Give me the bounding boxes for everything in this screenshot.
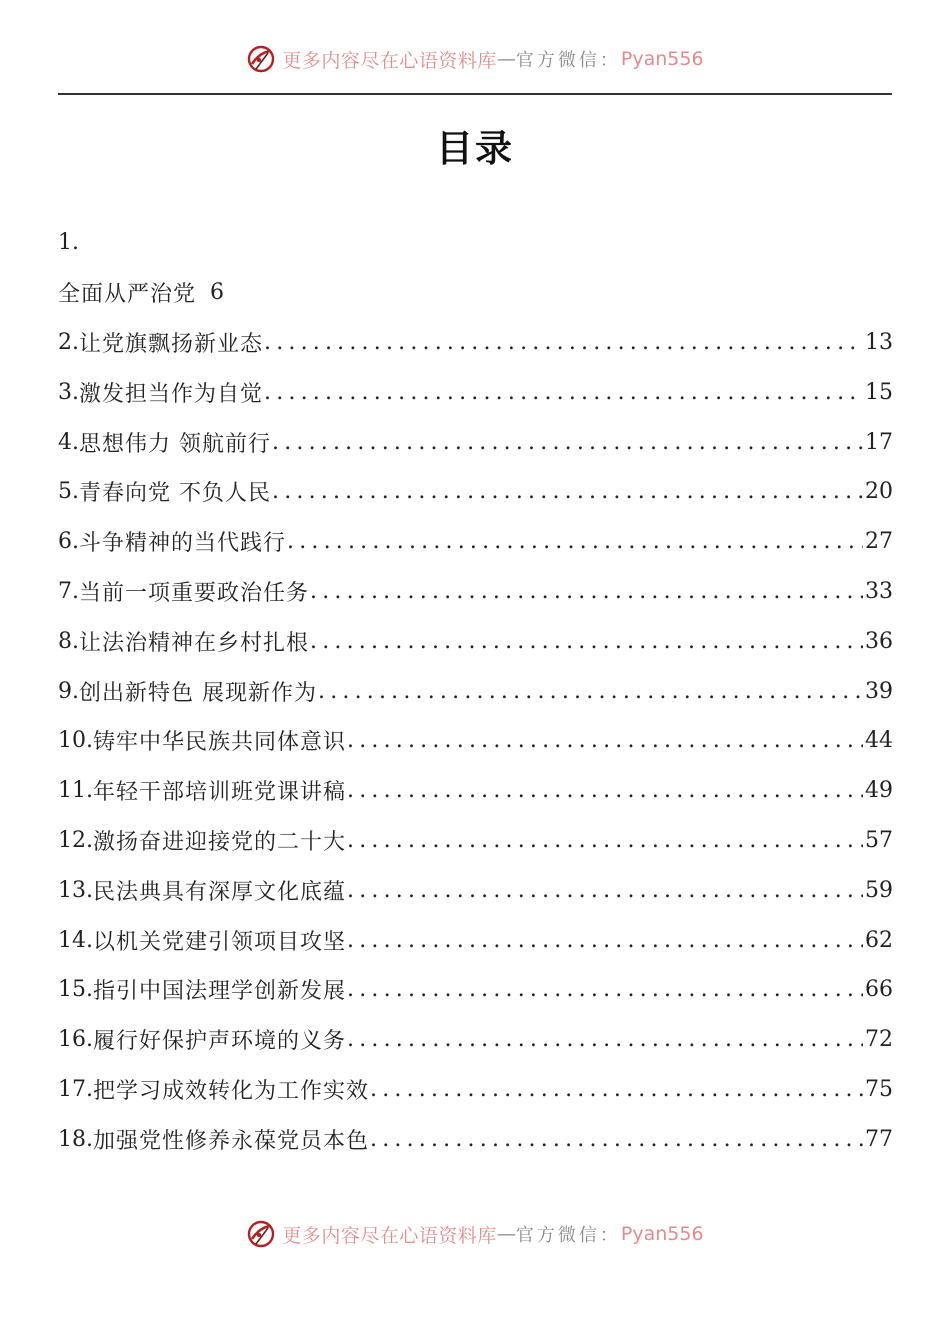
toc-entry[interactable] xyxy=(58,716,893,766)
toc-entry[interactable] xyxy=(58,268,893,318)
toc-entry-page: 36 xyxy=(865,628,893,654)
logo-icon xyxy=(246,1219,276,1249)
toc-entry-title: 民法典具有深厚文化底蕴 xyxy=(93,879,347,905)
toc-entry[interactable] xyxy=(58,816,893,866)
logo-icon xyxy=(246,44,276,74)
toc-entry[interactable] xyxy=(58,1114,893,1164)
toc-entry-title: 指引中国法理学创新发展 xyxy=(93,979,347,1005)
toc-leader-dots xyxy=(347,728,863,753)
toc-entry[interactable] xyxy=(58,417,893,467)
toc-entry-page: 57 xyxy=(865,827,893,853)
toc-entry[interactable] xyxy=(58,616,893,666)
toc-entry[interactable] xyxy=(58,1015,893,1065)
toc-entry-number: 13. xyxy=(58,877,93,903)
toc-entry-title: 斗争精神的当代践行 xyxy=(79,531,287,557)
toc-entry-page: 13 xyxy=(865,329,893,355)
toc-entry-number: 7. xyxy=(58,578,79,604)
watermark-text: 更多内容尽在心语资料库 xyxy=(282,49,497,72)
toc-entry-title: 创出新特色 展现新作为 xyxy=(79,680,317,706)
toc-leader-dots xyxy=(347,928,863,953)
toc-entry[interactable] xyxy=(58,318,893,368)
toc-entry-title: 履行好保护声环境的义务 xyxy=(93,1029,347,1055)
toc-entry-number: 1. xyxy=(58,230,79,256)
toc-entry[interactable] xyxy=(58,766,893,816)
toc-entry-title: 把学习成效转化为工作实效 xyxy=(93,1078,370,1104)
toc-entry-title: 激发担当作为自觉 xyxy=(79,381,264,407)
toc-entry-page: 59 xyxy=(865,877,893,903)
toc-entry[interactable] xyxy=(58,567,893,617)
toc-entry-number: 16. xyxy=(58,1027,93,1053)
toc-leader-dots xyxy=(347,878,863,903)
toc-entry-page: 6 xyxy=(210,280,225,306)
header-watermark xyxy=(0,39,950,79)
toc-leader-dots xyxy=(347,1027,863,1052)
toc-entry-page: 17 xyxy=(865,429,893,455)
toc-leader-dots xyxy=(318,679,863,704)
watermark-label: 官方微信： xyxy=(515,1225,621,1246)
toc-leader-dots xyxy=(264,380,863,405)
toc-entry-page: 75 xyxy=(865,1076,893,1102)
toc-entry-title: 以机关党建引领项目攻坚 xyxy=(93,929,347,955)
toc-entry-number: 17. xyxy=(58,1076,93,1102)
toc-entry[interactable] xyxy=(58,467,893,517)
toc-entry-number: 8. xyxy=(58,628,79,654)
toc-entry-page: 49 xyxy=(865,778,893,804)
toc-entry[interactable] xyxy=(58,965,893,1015)
toc-entry-title: 青春向党 不负人民 xyxy=(79,481,271,507)
toc-entry-page: 15 xyxy=(865,379,893,405)
toc-entry-page: 72 xyxy=(865,1027,893,1053)
toc-entry-number: 4. xyxy=(58,429,79,455)
toc-entry[interactable] xyxy=(58,517,893,567)
toc-entry-page: 66 xyxy=(865,977,893,1003)
toc-entry[interactable] xyxy=(58,915,893,965)
toc-entry-page: 33 xyxy=(865,578,893,604)
toc-entry-number: 18. xyxy=(58,1126,93,1152)
toc-leader-dots xyxy=(347,977,863,1002)
toc-entry-number: 3. xyxy=(58,379,79,405)
toc-entry-number: 6. xyxy=(58,529,79,555)
toc-entry-title: 让法治精神在乡村扎根 xyxy=(79,630,310,656)
toc-entry-page: 20 xyxy=(865,479,893,505)
toc-entry-title: 思想伟力 领航前行 xyxy=(79,431,271,457)
toc-entry-title: 加强党性修养永葆党员本色 xyxy=(93,1128,370,1154)
toc-leader-dots xyxy=(347,778,863,803)
toc-entry-title: 全面从严治党 xyxy=(58,282,197,308)
toc-entry-page: 62 xyxy=(865,927,893,953)
header-divider xyxy=(58,93,892,95)
toc-leader-dots xyxy=(310,629,863,654)
toc-entry-page: 27 xyxy=(865,529,893,555)
toc-entry-title: 年轻干部培训班党课讲稿 xyxy=(93,780,347,806)
toc-leader-dots xyxy=(370,1127,863,1152)
toc-entry-page: 77 xyxy=(865,1126,893,1152)
footer-watermark xyxy=(0,1214,950,1254)
toc-entry-title: 当前一项重要政治任务 xyxy=(79,580,310,606)
toc-leader-dots xyxy=(272,479,863,504)
toc-leader-dots xyxy=(287,529,863,554)
watermark-id: Pyan556 xyxy=(620,1223,704,1245)
toc-entry-number: 2. xyxy=(58,329,79,355)
toc-leader-dots xyxy=(347,828,863,853)
watermark-separator: — xyxy=(496,1223,516,1245)
toc-entry-title: 激扬奋进迎接党的二十大 xyxy=(93,829,347,855)
toc-leader-dots xyxy=(370,1077,863,1102)
toc-entry-number: 15. xyxy=(58,977,93,1003)
toc-entry[interactable] xyxy=(58,218,893,268)
toc-leader-dots xyxy=(310,579,863,604)
page-title: 目录 xyxy=(436,126,514,170)
toc-entry[interactable] xyxy=(58,367,893,417)
toc-entry-number: 10. xyxy=(58,728,93,754)
toc-leader-dots xyxy=(264,330,863,355)
toc-entry-number: 9. xyxy=(58,678,79,704)
watermark-text: 更多内容尽在心语资料库 xyxy=(282,1224,497,1247)
toc-entry-number: 14. xyxy=(58,927,93,953)
toc-entry[interactable] xyxy=(58,865,893,915)
watermark-id: Pyan556 xyxy=(620,48,704,70)
toc-entry[interactable] xyxy=(58,1065,893,1115)
table-of-contents xyxy=(58,218,893,1164)
toc-entry-page: 39 xyxy=(865,678,893,704)
toc-entry-number: 11. xyxy=(58,778,93,804)
watermark-label: 官方微信： xyxy=(515,50,621,71)
toc-leader-dots xyxy=(272,430,863,455)
toc-entry-number: 12. xyxy=(58,827,93,853)
toc-entry-number: 5. xyxy=(58,479,79,505)
toc-entry-page: 44 xyxy=(865,728,893,754)
toc-entry[interactable] xyxy=(58,666,893,716)
toc-entry-title: 铸牢中华民族共同体意识 xyxy=(93,730,347,756)
toc-entry-title: 让党旗飘扬新业态 xyxy=(79,331,264,357)
watermark-separator: — xyxy=(496,48,516,70)
